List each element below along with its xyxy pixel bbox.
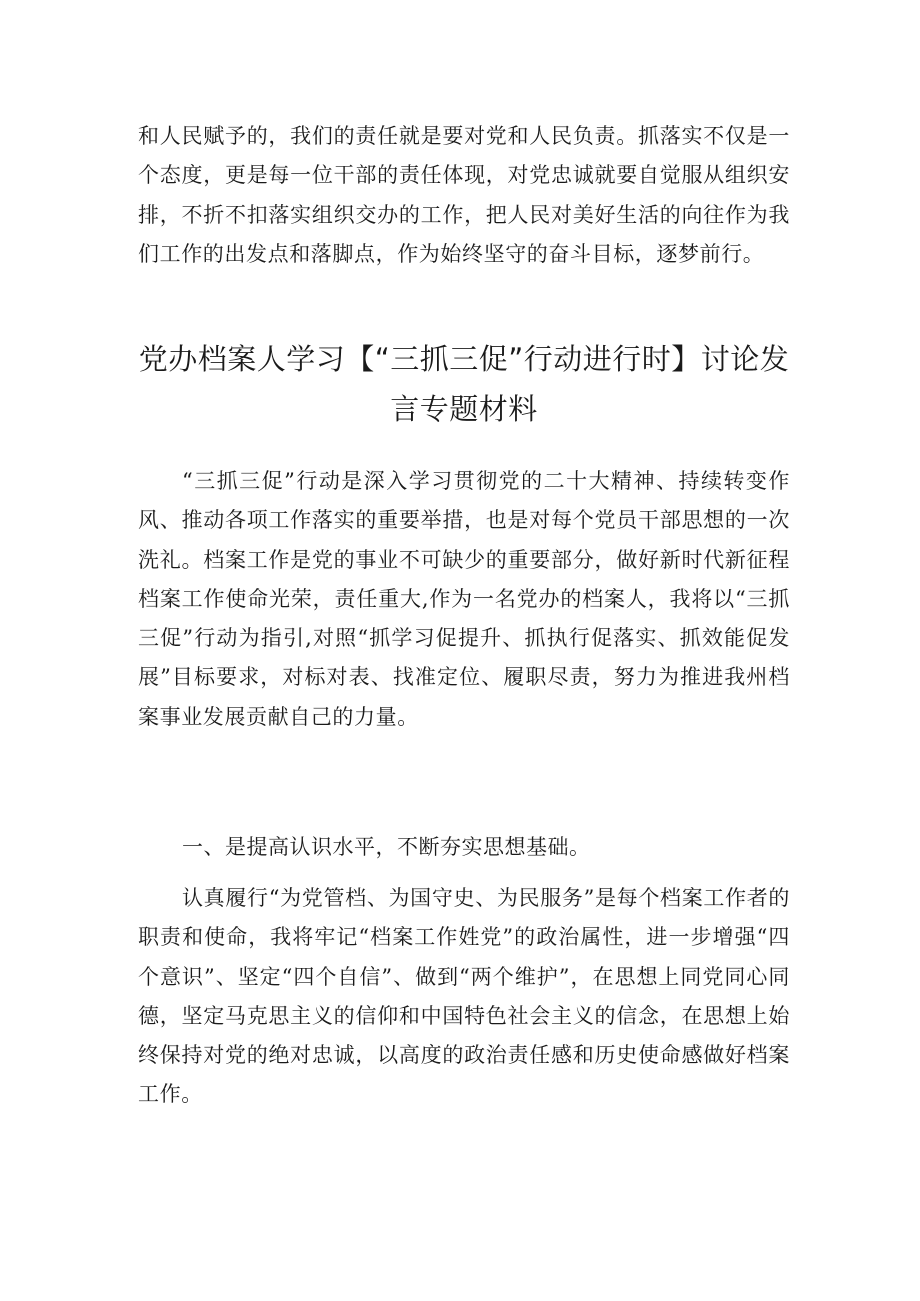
- document-title: 党办档案人学习【“三抓三促”行动进行时】讨论发言专题材料: [138, 342, 790, 426]
- section-1-heading: 一、是提高认识水平，不断夯实思想基础。: [182, 835, 591, 859]
- intro-paragraph: “三抓三促”行动是深入学习贯彻党的二十大精神、持续转变作风、推动各项工作落实的重要举措，也是对每个党员干部思想的一次洗礼。档案工作是党的事业不可缺少的重要部分，做好新时代新征程档案工作使命光荣，责任重大,作为一名党办的档案人，我将以“三抓三促”行动为指引,对照“抓学习促提升、抓执行促落实、抓效能促发展”目标要求，对标对表、找准定位、履职尽责，努力为推进我州档案事业发展贡献自己的力量。: [138, 469, 790, 729]
- continuation-paragraph: 和人民赋予的，我们的责任就是要对党和人民负责。抓落实不仅是一个态度，更是每一位干部的责任体现，对党忠诚就要自觉服从组织安排，不折不扣落实组织交办的工作，把人民对美好生活的向往作为我们工作的出发点和落脚点，作为始终坚守的奋斗目标，逐梦前行。: [138, 124, 790, 266]
- section-1-paragraph: 认真履行“为党管档、为国守史、为民服务”是每个档案工作者的职责和使命，我将牢记“档案工作姓党”的政治属性，进一步增强“四个意识”、坚定“四个自信”、做到“两个维护”，在思想上同党同心同德，坚定马克思主义的信仰和中国特色社会主义的信念，在思想上始终保持对党的绝对忠诚，以高度的政治责任感和历史使命感做好档案工作。: [138, 886, 790, 1107]
